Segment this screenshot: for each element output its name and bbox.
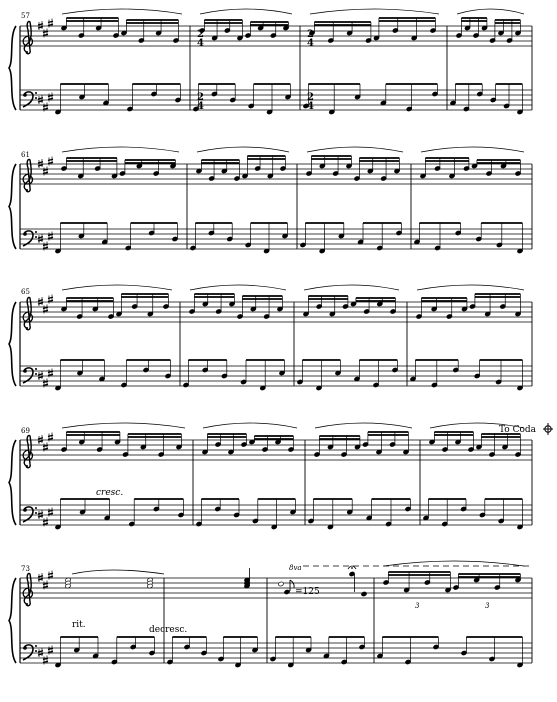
slur: [310, 9, 439, 14]
svg-text:=125: =125: [295, 587, 320, 597]
svg-text:4: 4: [197, 101, 204, 112]
time-signature-treble-a: [197, 29, 204, 49]
svg-text:2: 2: [197, 92, 204, 103]
bass-staff: [20, 229, 532, 249]
measure: [270, 566, 367, 668]
svg-text:2: 2: [307, 29, 314, 40]
time-signature-treble-b: [307, 29, 314, 49]
brace: [9, 440, 16, 525]
measure: [196, 423, 297, 530]
ottava-marking: 8va: [289, 564, 302, 572]
svg-text:2: 2: [197, 29, 204, 40]
slur: [421, 147, 524, 152]
svg-text:4: 4: [197, 38, 204, 49]
brace: [9, 302, 16, 386]
measure-number-65: 65: [21, 288, 30, 296]
measure: [55, 423, 185, 530]
treble-key-signature: [38, 433, 53, 452]
to-coda-label: To Coda: [499, 425, 537, 435]
time-signature-bass-a: [197, 92, 204, 112]
slur: [315, 423, 412, 428]
measure-number-61: 61: [21, 151, 30, 159]
system-3: [9, 285, 532, 391]
tempo-marking: [283, 580, 320, 597]
treble-key-signature: [38, 571, 53, 590]
svg-text:4: 4: [307, 38, 314, 49]
measure: [300, 147, 403, 254]
brace: [9, 26, 16, 110]
measure: [423, 423, 524, 530]
systems-layer: [9, 9, 532, 668]
measure: [55, 9, 182, 115]
bass-staff: [20, 505, 532, 525]
system-1: [9, 9, 532, 115]
treble-staff: [20, 302, 532, 322]
slur: [307, 147, 403, 152]
treble-key-signature: [38, 157, 53, 176]
tuplet-label: 3: [485, 602, 490, 610]
measure: [183, 285, 286, 391]
measure: [193, 9, 292, 115]
measure: [190, 147, 289, 254]
system-2: [9, 147, 532, 254]
treble-key-signature: [38, 295, 53, 314]
svg-text:4: 4: [307, 101, 314, 112]
measure: [450, 9, 524, 115]
slur: [62, 9, 182, 14]
measure-number-73: 73: [21, 565, 30, 573]
slur: [417, 285, 524, 290]
tie: [72, 570, 164, 574]
treble-key-signature: [38, 19, 53, 38]
ritardando-marking: rit.: [72, 620, 86, 630]
slur: [62, 285, 172, 290]
brace: [9, 164, 16, 249]
measure: [55, 147, 179, 254]
slur: [384, 561, 524, 566]
system-5: [9, 561, 532, 668]
measure: [303, 9, 439, 115]
slur: [304, 285, 399, 290]
coda-icon: [543, 423, 553, 435]
time-signature-bass-b: [307, 92, 314, 112]
brace: [9, 578, 16, 663]
crescendo-marking: cresc.: [96, 488, 124, 498]
decrescendo-marking: decresc.: [149, 625, 188, 635]
slur: [200, 9, 292, 14]
measure: [55, 285, 172, 391]
slur: [62, 423, 185, 428]
slur: [197, 147, 289, 152]
bass-staff: [20, 643, 532, 663]
slur: [62, 147, 179, 152]
measure: [308, 423, 412, 530]
slur: [203, 423, 297, 428]
measure: [377, 561, 524, 668]
system-4: [9, 423, 532, 530]
measure: [410, 285, 524, 391]
tuplet-label: 3: [415, 602, 420, 610]
measure: [297, 285, 399, 391]
slur: [190, 285, 286, 290]
svg-text:2: 2: [307, 92, 314, 103]
measure-number-69: 69: [21, 427, 30, 435]
measure: [414, 147, 524, 254]
slur: [457, 9, 524, 14]
measure-number-57: 57: [21, 12, 30, 20]
